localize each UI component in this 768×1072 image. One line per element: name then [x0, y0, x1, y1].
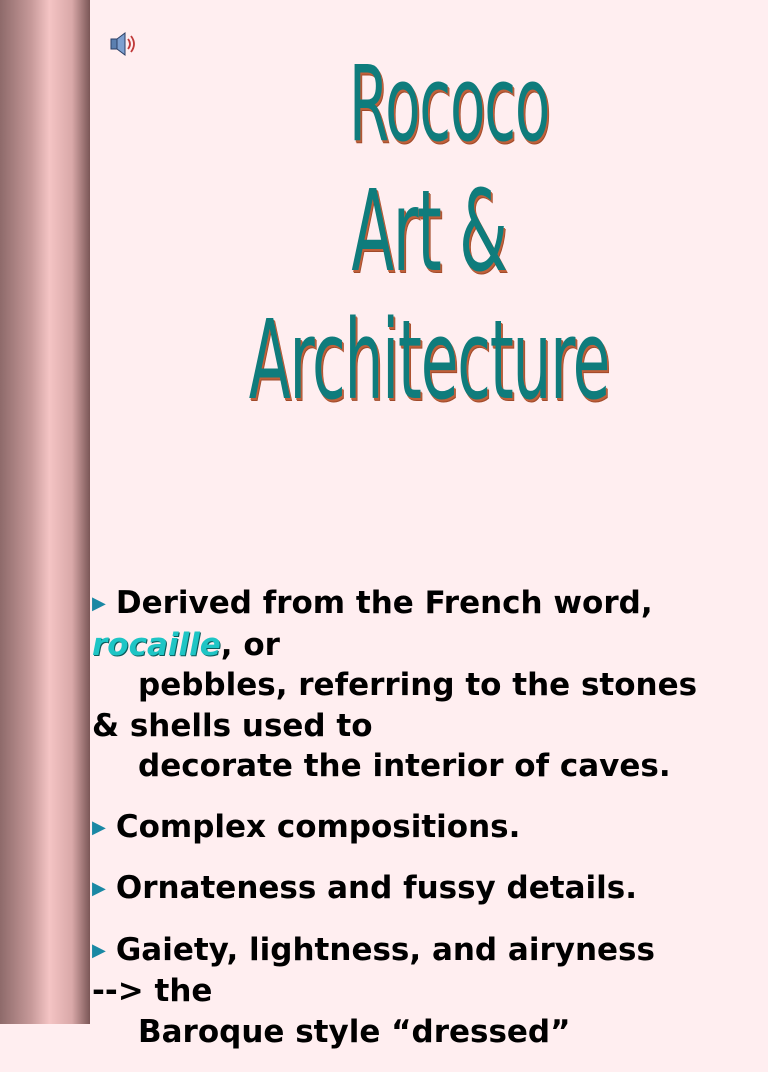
decorative-side-bar [0, 0, 90, 1024]
bullet-item [92, 868, 762, 910]
bullet-marker-icon: ▶ [92, 939, 106, 961]
highlight-word: rocaille [92, 626, 221, 663]
bullet-text: --> the [92, 973, 213, 1009]
bullet-text: Baroque style “dressed” [138, 1013, 571, 1050]
bullet-item [92, 583, 762, 787]
bullet-text: Derived from the French word, [115, 585, 653, 621]
bullet-text: decorate the interior of caves. [138, 748, 671, 784]
title-line-3: Architecture [248, 296, 610, 424]
bullet-marker-icon: ▶ [92, 816, 106, 838]
bullet-item [92, 930, 762, 1053]
title-line-2: Art & [351, 167, 507, 297]
bullet-text: Gaiety, lightness, and airyness [115, 931, 655, 968]
bullet-text: Ornateness and fussy details. [115, 870, 637, 906]
bullet-text: , or [220, 626, 280, 663]
title-line-1: Rococo [348, 43, 550, 165]
slide-title [90, 40, 768, 424]
bullet-list [92, 583, 762, 1072]
bullet-marker-icon: ▶ [92, 593, 106, 614]
bullet-text: Complex compositions. [115, 808, 521, 845]
bullet-item [92, 807, 762, 849]
bullet-text: pebbles, referring to the stones [138, 667, 698, 703]
bullet-text: & shells used to [92, 707, 373, 744]
bullet-marker-icon: ▶ [92, 878, 106, 899]
